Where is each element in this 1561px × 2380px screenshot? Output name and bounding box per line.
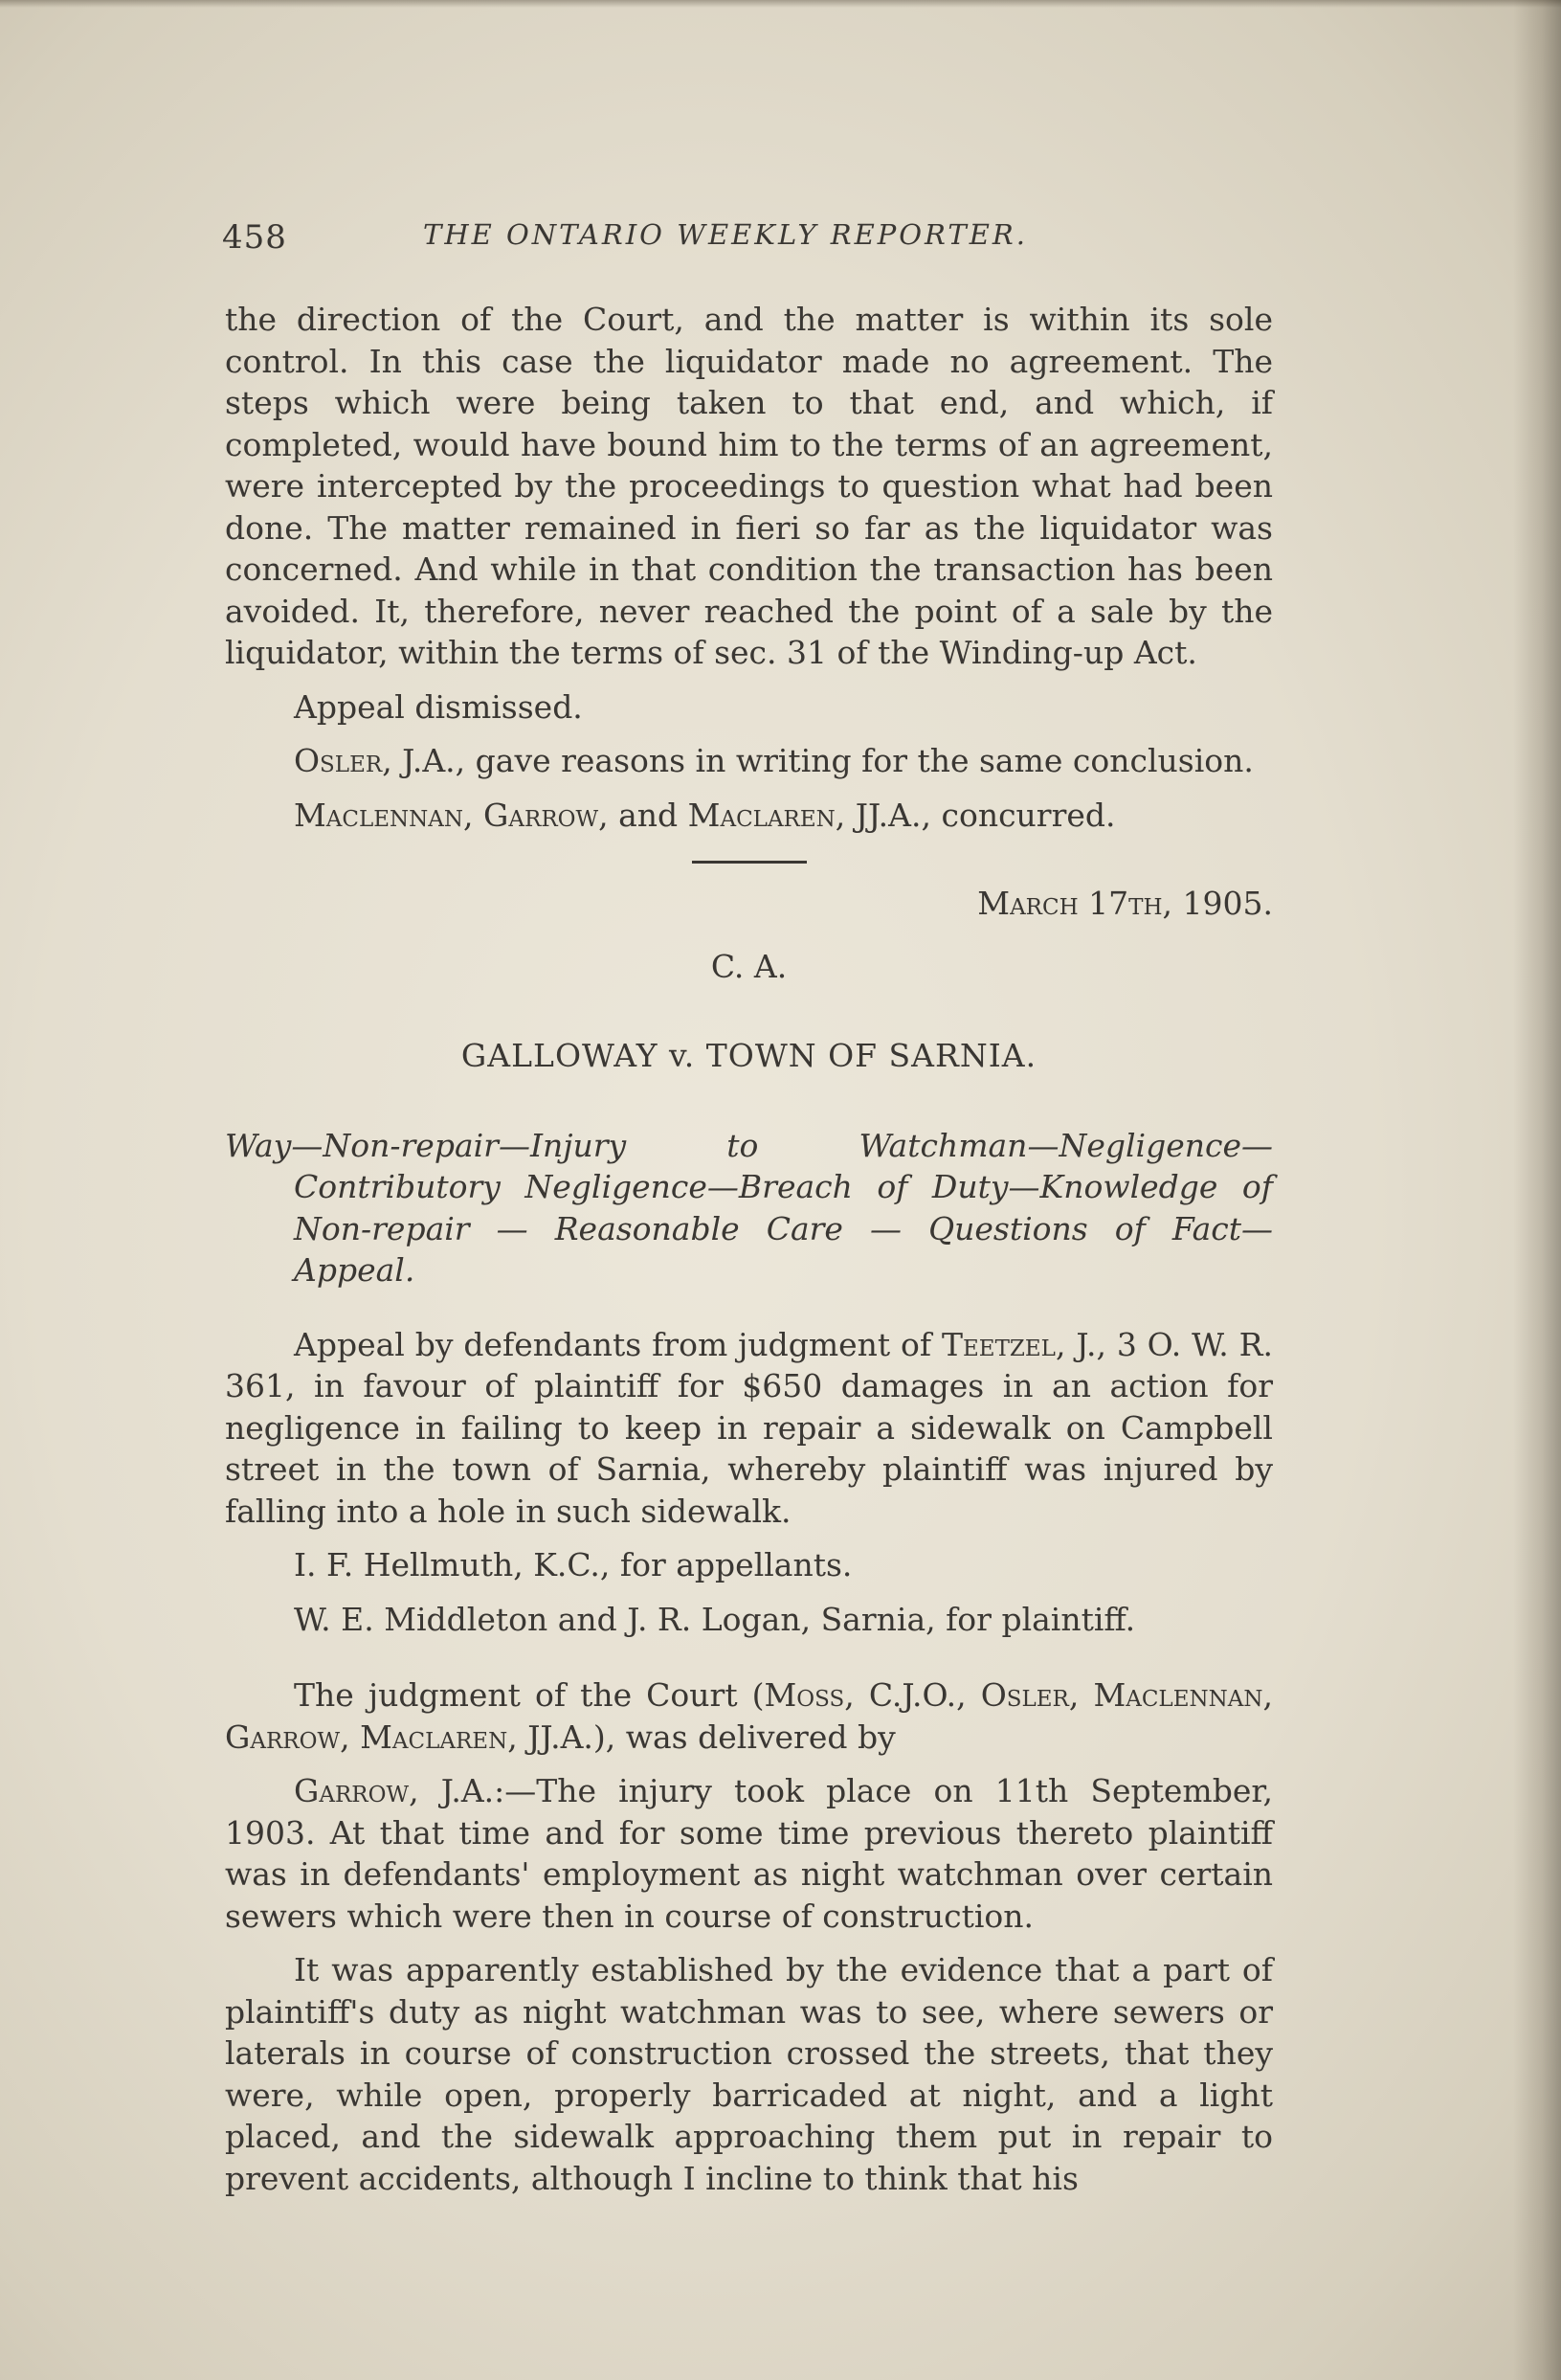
disposition: Appeal dismissed. — [294, 687, 583, 726]
case-date: March 17th, 1905. — [977, 885, 1273, 922]
headnote: Way—Non-repair—Injury to Watchman—Negligence—Contributory Negligence—Breach of Duty—Knowledge of Non-repair — Reasonable Care — Questions of Fact—Appeal. — [225, 1126, 1273, 1289]
judge-name: Maclaren — [360, 1718, 508, 1756]
court-designation: C. A. — [710, 947, 788, 985]
appeal-text: Appeal by defendants from judgment of — [294, 1325, 942, 1363]
judge-name: Osler — [294, 742, 383, 779]
judge-name: Maclennan — [1093, 1676, 1263, 1714]
appeal-summary — [225, 1324, 1273, 1533]
judgment-text: , J.A.:—The injury took place on 11th September, 1903. At that time and for some time previous thereto plaintiff was in defendants' employment as night watchman over certain sewers which were then in course of construction. — [225, 1772, 1273, 1935]
intro-text: , JJ.A.), was delivered by — [507, 1718, 896, 1756]
section-divider — [692, 861, 807, 864]
concurring-judges — [225, 795, 1273, 837]
counsel-appellants: I. F. Hellmuth, K.C., for appellants. — [294, 1546, 853, 1583]
intro-text: The judgment of the Court ( — [294, 1676, 765, 1714]
page-header — [222, 218, 1270, 266]
page-top-shadow — [0, 0, 1561, 8]
intro-text: , — [1262, 1676, 1273, 1714]
judge-name: Teetzel — [941, 1325, 1056, 1363]
judge-name: Garrow — [294, 1772, 410, 1809]
page-body — [225, 299, 1273, 2199]
judge-name: Osler — [980, 1676, 1069, 1714]
continuation-paragraph: the direction of the Court, and the matter is within its sole control. In this case the liquidator made no agreement. The steps which were being taken to that end, and which, if completed, would have bound him to the terms of an agreement, were intercepted by the proceedings to question what had been done. The matter remained in fieri so far as the liquidator was concerned. And while in that condition the transaction has been avoided. It, therefore, never reached the point of a sale by the liquidator, within the terms of sec. 31 of the Winding-up Act. — [225, 301, 1273, 671]
intro-text: , C.J.O., — [844, 1676, 981, 1714]
osler-reasons — [225, 740, 1273, 782]
concurring-tail: , JJ.A., concurred. — [835, 796, 1116, 834]
judge-name: Maclennan — [294, 796, 464, 834]
separator: , — [463, 796, 484, 834]
separator: , and — [598, 796, 688, 834]
judgment-intro — [225, 1674, 1273, 1758]
judge-name: Maclaren — [687, 796, 836, 834]
appeal-text: , J., 3 O. W. R. 361, in favour of plaintiff for $650 damages in an action for negligence in failing to keep in repair a sidewalk on Campbell street in the town of Sarnia, whereby plaintiff was injured by falling into a hole in such sidewalk. — [225, 1325, 1273, 1530]
counsel-plaintiff: W. E. Middleton and J. R. Logan, Sarnia, for plaintiff. — [294, 1600, 1136, 1638]
intro-text: , — [340, 1718, 361, 1756]
page-gutter-shadow — [1513, 0, 1561, 2380]
intro-text: , — [1068, 1676, 1094, 1714]
case-title: GALLOWAY v. TOWN OF SARNIA. — [460, 1037, 1037, 1074]
judge-name: Moss — [764, 1676, 845, 1714]
osler-text: , J.A., gave reasons in writing for the same conclusion. — [382, 742, 1254, 779]
judge-name: Garrow — [225, 1718, 341, 1756]
garrow-judgment — [225, 1770, 1273, 1937]
page-number: 458 — [222, 218, 287, 257]
judge-name: Garrow — [483, 796, 599, 834]
running-title: THE ONTARIO WEEKLY REPORTER. — [423, 218, 1028, 251]
final-paragraph: It was apparently established by the evidence that a part of plaintiff's duty as night watchman was to see, where sewers or laterals in course of construction crossed the streets, that they were, while open, properly barricaded at night, and a light placed, and the sidewalk approaching them put in repair to prevent accidents, although I incline to think that his — [225, 1951, 1273, 2197]
